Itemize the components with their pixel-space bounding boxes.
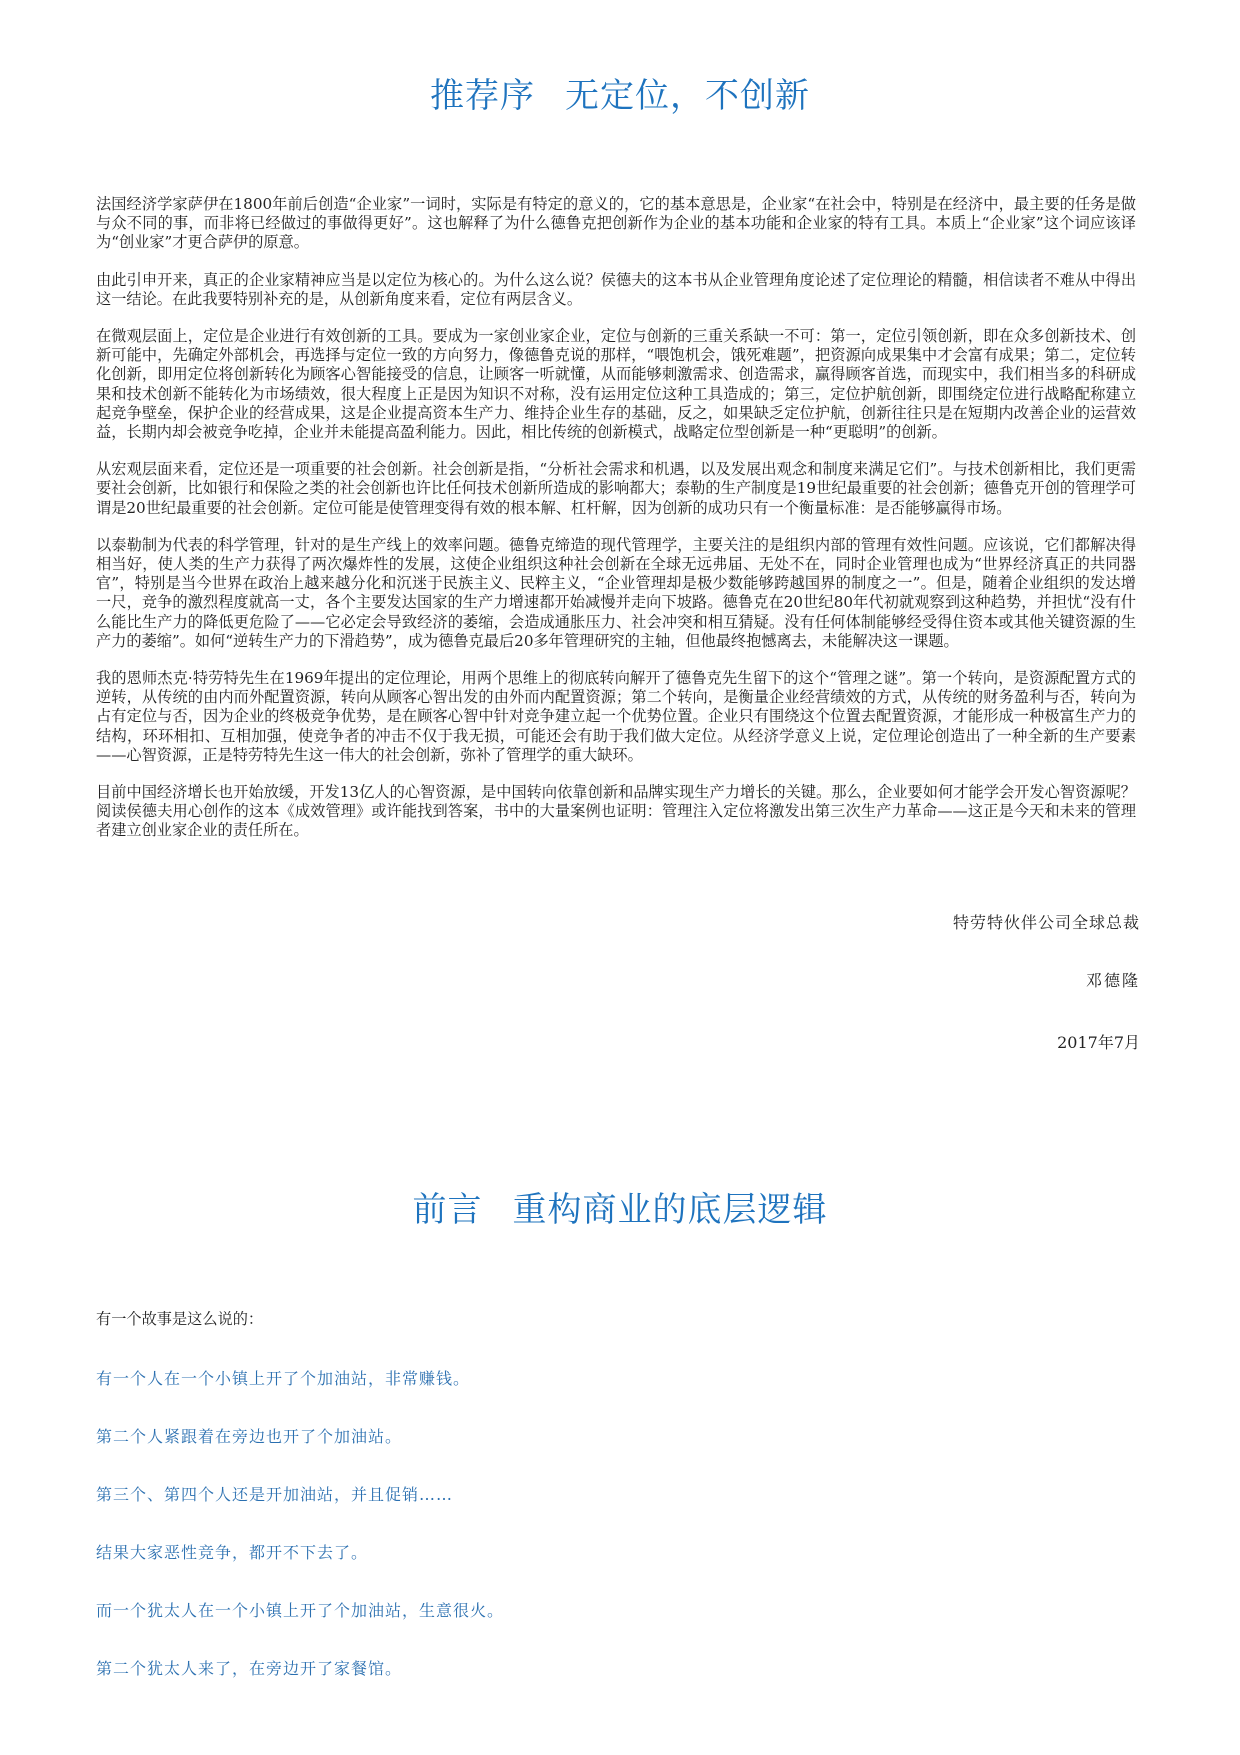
preface-paragraph: 法国经济学家萨伊在1800年前后创造“企业家”一词时，实际是有特定的意义的，它的基本意思是，企业家“在社会中，特别是在经济中，最主要的任务是做与众不同的事，而非将已经做过的事做得更好”。这也解释了为什么德鲁克把创新作为企业的基本功能和企业家的特有工具。本质上“企业家”这个词应该译为“创业家”才更合萨伊的原意。 (96, 195, 1136, 252)
preface-paragraph: 从宏观层面来看，定位还是一项重要的社会创新。社会创新是指，“分析社会需求和机遇，以及发展出观念和制度来满足它们”。与技术创新相比，我们更需要社会创新，比如银行和保险之类的社会创新也许比任何技术创新所造成的影响都大；泰勒的生产制度是19世纪最重要的社会创新；德鲁克开创的管理学可谓是20世纪最重要的社会创新。定位可能是使管理变得有效的根本解、杠杆解，因为创新的成功只有一个衡量标准：是否能够赢得市场。 (96, 460, 1136, 517)
signature-date: 2017年7月 (1057, 1033, 1140, 1052)
foreword-heading-title: 重构商业的底层逻辑 (512, 1190, 828, 1230)
preface-body (96, 195, 1136, 859)
preface-paragraph: 在微观层面上，定位是企业进行有效创新的工具。要成为一家创业家企业，定位与创新的三重关系缺一不可：第一，定位引领创新，即在众多创新技术、创新可能中，先确定外部机会，再选择与定位一致的方向努力，像德鲁克说的那样，“喂饱机会，饿死难题”，把资源向成果集中才会富有成果；第二，定位转化创新，即用定位将创新转化为顾客心智能接受的信息，让顾客一听就懂，从而能够刺激需求、创造需求，赢得顾客首选，而现实中，我们相当多的科研成果和技术创新不能转化为市场绩效，很大程度上正是因为知识不对称，没有运用定位这种工具造成的；第三，定位护航创新，即围绕定位进行战略配称建立起竞争壁垒，保护企业的经营成果，这是企业提高资本生产力、维持企业生存的基础，反之，如果缺乏定位护航，创新往往只是在短期内改善企业的运营效益，长期内却会被竞争吃掉，企业并未能提高盈利能力。因此，相比传统的创新模式，战略定位型创新是一种“更聪明”的创新。 (96, 327, 1136, 442)
story-intro: 有一个故事是这么说的： (96, 1310, 264, 1328)
preface-heading-label: 推荐序 (430, 76, 535, 116)
signature-title: 特劳特伙伴公司全球总裁 (952, 913, 1140, 932)
preface-heading-title: 无定位，不创新 (565, 76, 810, 116)
story-line: 而一个犹太人在一个小镇上开了个加油站，生意很火。 (96, 1601, 505, 1620)
preface-paragraph: 我的恩师杰克·特劳特先生在1969年提出的定位理论，用两个思维上的彻底转向解开了德鲁克先生留下的这个“管理之谜”。第一个转向，是资源配置方式的逆转，从传统的由内而外配置资源，转向从顾客心智出发的由外而内配置资源；第二个转向，是衡量企业经营绩效的方式，从传统的财务盈利与否，转向为占有定位与否，因为企业的终极竞争优势，是在顾客心智中针对竞争建立起一个优势位置。企业只有围绕这个位置去配置资源，才能形成一种极富生产力的结构，环环相扣、互相加强，使竞争者的冲击不仅于我无损，可能还会有助于我们做大定位。从经济学意义上说，定位理论创造出了一种全新的生产要素——心智资源，正是特劳特先生这一伟大的社会创新，弥补了管理学的重大缺环。 (96, 669, 1136, 764)
story-line: 有一个人在一个小镇上开了个加油站，非常赚钱。 (96, 1369, 471, 1388)
preface-paragraph: 以泰勒制为代表的科学管理，针对的是生产线上的效率问题。德鲁克缔造的现代管理学，主要关注的是组织内部的管理有效性问题。应该说，它们都解决得相当好，使人类的生产力获得了两次爆炸性的发展，这使企业组织这种社会创新在全球无远弗届、无处不在，同时企业管理也成为“世界经济真正的共同器官”，特别是当今世界在政治上越来越分化和沉迷于民族主义、民粹主义，“企业管理却是极少数能够跨越国界的制度之一”。但是，随着企业组织的发达增一尺，竞争的激烈程度就高一丈，各个主要发达国家的生产力增速都开始减慢并走向下坡路。德鲁克在20世纪80年代初就观察到这种趋势，并担忧“没有什么能比生产力的降低更危险了——它必定会导致经济的萎缩，会造成通胀压力、社会冲突和相互猜疑。没有任何体制能够经受得住资本或其他关键资源的生产力的萎缩”。如何“逆转生产力的下滑趋势”，成为德鲁克最后20多年管理研究的主轴，但他最终抱憾离去，未能解决这一课题。 (96, 535, 1136, 650)
story-line: 结果大家恶性竞争，都开不下去了。 (96, 1543, 369, 1562)
preface-paragraph: 由此引申开来，真正的企业家精神应当是以定位为核心的。为什么这么说？侯德夫的这本书从企业管理角度论述了定位理论的精髓，相信读者不难从中得出这一结论。在此我要特别补充的是，从创新角度来看，定位有两层含义。 (96, 270, 1136, 308)
foreword-heading (0, 1190, 1240, 1230)
preface-heading (0, 76, 1240, 116)
foreword-heading-label: 前言 (412, 1190, 483, 1230)
story-line: 第二个人紧跟着在旁边也开了个加油站。 (96, 1427, 403, 1446)
preface-paragraph: 目前中国经济增长也开始放缓，开发13亿人的心智资源，是中国转向依靠创新和品牌实现生产力增长的关键。那么，企业要如何才能学会开发心智资源呢？阅读侯德夫用心创作的这本《成效管理》或许能找到答案，书中的大量案例也证明：管理注入定位将激发出第三次生产力革命——这正是今天和未来的管理者建立创业家企业的责任所在。 (96, 783, 1136, 840)
story-line: 第三个、第四个人还是开加油站，并且促销…… (96, 1485, 454, 1504)
story-line: 第二个犹太人来了，在旁边开了家餐馆。 (96, 1659, 403, 1678)
signature-name: 邓德隆 (1085, 971, 1140, 990)
